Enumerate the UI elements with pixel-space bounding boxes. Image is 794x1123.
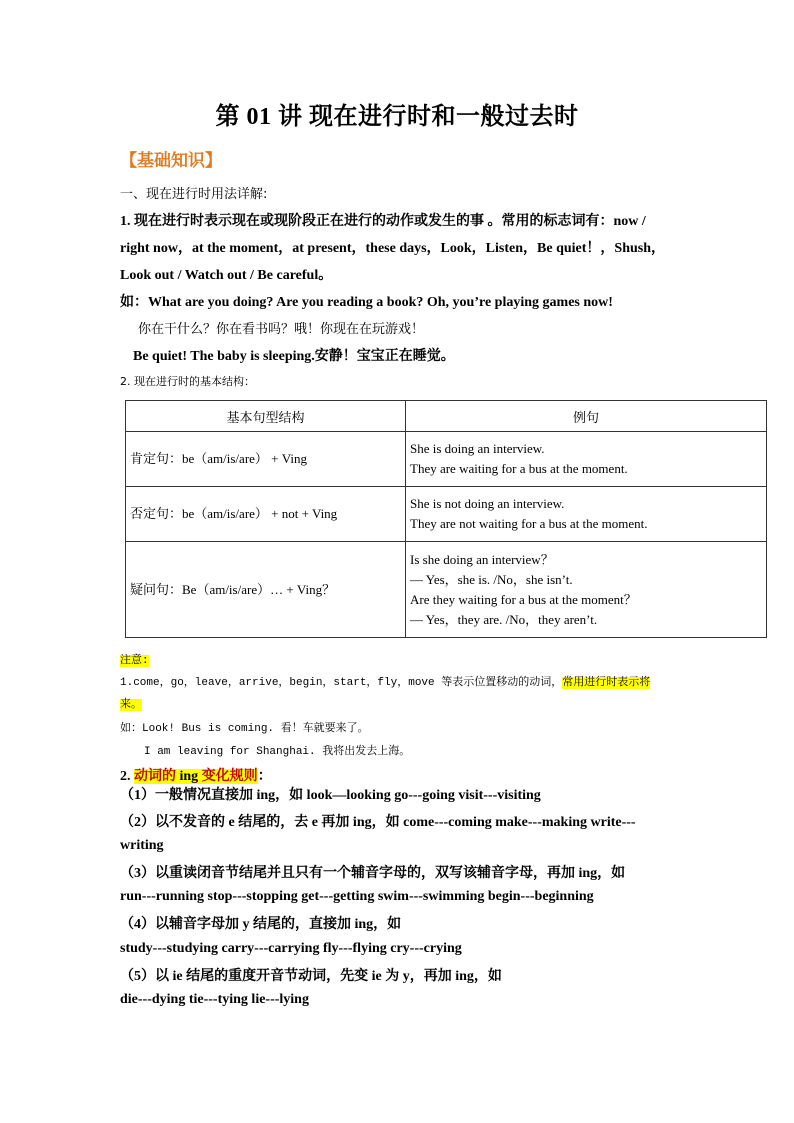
example-sentence: They are not waiting for a bus at the moment. — [410, 516, 648, 531]
ing-rules-heading — [120, 765, 272, 785]
note-text: 1.come，go，leave，arrive，begin，start，fly，move 等表示位置移动的动词， — [120, 677, 563, 689]
structure-affirmative: 肯定句：be（am/is/are） + Ving — [126, 432, 406, 487]
ing-heading-a: 动词的 — [134, 769, 180, 784]
example-sentence: They are waiting for a bus at the moment. — [410, 461, 628, 476]
ing-rule-5: （5）以 ie 结尾的重度开音节动词，先变 ie 为 y，再加 ing，如 — [120, 969, 502, 984]
example-sentence: She is not doing an interview. — [410, 496, 565, 511]
table-header-examples: 例句 — [406, 401, 767, 432]
ing-rule-1: （1）一般情况直接加 ing，如 look—looking go---going visit---visiting — [120, 788, 541, 803]
ing-heading-c: 变化规则 — [198, 769, 258, 784]
note-example-1: 如：Look! Bus is coming. 看！车就要来了。 — [120, 723, 369, 735]
example-sentence: — Yes，she is. /No，she isn’t. — [410, 571, 573, 587]
note-line-1 — [120, 673, 650, 689]
structure-negative: 否定句：be（am/is/are） + not + Ving — [126, 487, 406, 542]
ing-rule-3-examples: run---running stop---stopping get---getting swim---swimming begin---beginning — [120, 889, 594, 904]
note-line-2 — [120, 695, 142, 711]
examples-cell — [406, 487, 767, 542]
structure-table — [125, 400, 767, 638]
example-zh: 你在干什么？你在看书吗？哦！你现在在玩游戏！ — [138, 322, 425, 337]
example-sentence: Is she doing an interview？ — [410, 551, 554, 567]
page-title: 第 01 讲 现在进行时和一般过去时 — [215, 104, 579, 130]
example-en: 如：What are you doing? Are you reading a book? Oh, you’re playing games now! — [120, 295, 613, 310]
structure-question: 疑问句：Be（am/is/are）… + Ving？ — [126, 542, 406, 638]
part1-heading: 一、现在进行时用法详解: — [120, 187, 268, 202]
table-row — [126, 487, 767, 542]
section-label: 【基础知识】 — [120, 151, 222, 171]
table-header-structure: 基本句型结构 — [126, 401, 406, 432]
note-highlight: 常用进行时表示将 — [562, 677, 651, 689]
ing-rule-5-examples: die---dying tie---tying lie---lying — [120, 992, 309, 1007]
usage-line-2: right now，at the moment，at present，these days，Look，Listen，Be quiet！，Shush， — [120, 241, 665, 256]
example-quiet: Be quiet! The baby is sleeping.安静！宝宝正在睡觉。 — [133, 349, 455, 364]
ing-heading-b: ing — [179, 769, 199, 784]
example-sentence: Are they waiting for a bus at the moment？ — [410, 591, 637, 607]
note-example-2: I am leaving for Shanghai. 我将出发去上海。 — [144, 746, 411, 758]
ing-heading-num: 2. — [120, 769, 131, 784]
table-row — [126, 432, 767, 487]
note-label-text: 注意: — [120, 655, 149, 667]
example-sentence: She is doing an interview. — [410, 441, 545, 456]
usage-line-1: 1. 现在进行时表示现在或现阶段正在进行的动作或发生的事 。常用的标志词有：now / — [120, 214, 646, 229]
ing-rule-4-examples: study---studying carry---carrying fly---flying cry---crying — [120, 941, 462, 956]
examples-cell — [406, 542, 767, 638]
example-sentence: — Yes，they are. /No，they aren’t. — [410, 611, 598, 627]
ing-rule-2-cont: writing — [120, 838, 164, 853]
examples-cell — [406, 432, 767, 487]
part2-heading: 2. 现在进行时的基本结构： — [120, 375, 255, 388]
ing-rule-4: （4）以辅音字母加 y 结尾的，直接加 ing，如 — [120, 917, 402, 932]
note-highlight-end: 来。 — [120, 699, 142, 711]
table-row — [126, 542, 767, 638]
table-header-row — [126, 401, 767, 432]
ing-heading-colon: ： — [257, 769, 272, 784]
usage-line-3: Look out / Watch out / Be careful。 — [120, 268, 333, 283]
note-label — [120, 651, 149, 667]
ing-rule-2: （2）以不发音的 e 结尾的，去 e 再加 ing，如 come---coming make---making write--- — [120, 815, 636, 830]
ing-rule-3: （3）以重读闭音节结尾并且只有一个辅音字母的，双写该辅音字母，再加 ing，如 — [120, 866, 626, 881]
